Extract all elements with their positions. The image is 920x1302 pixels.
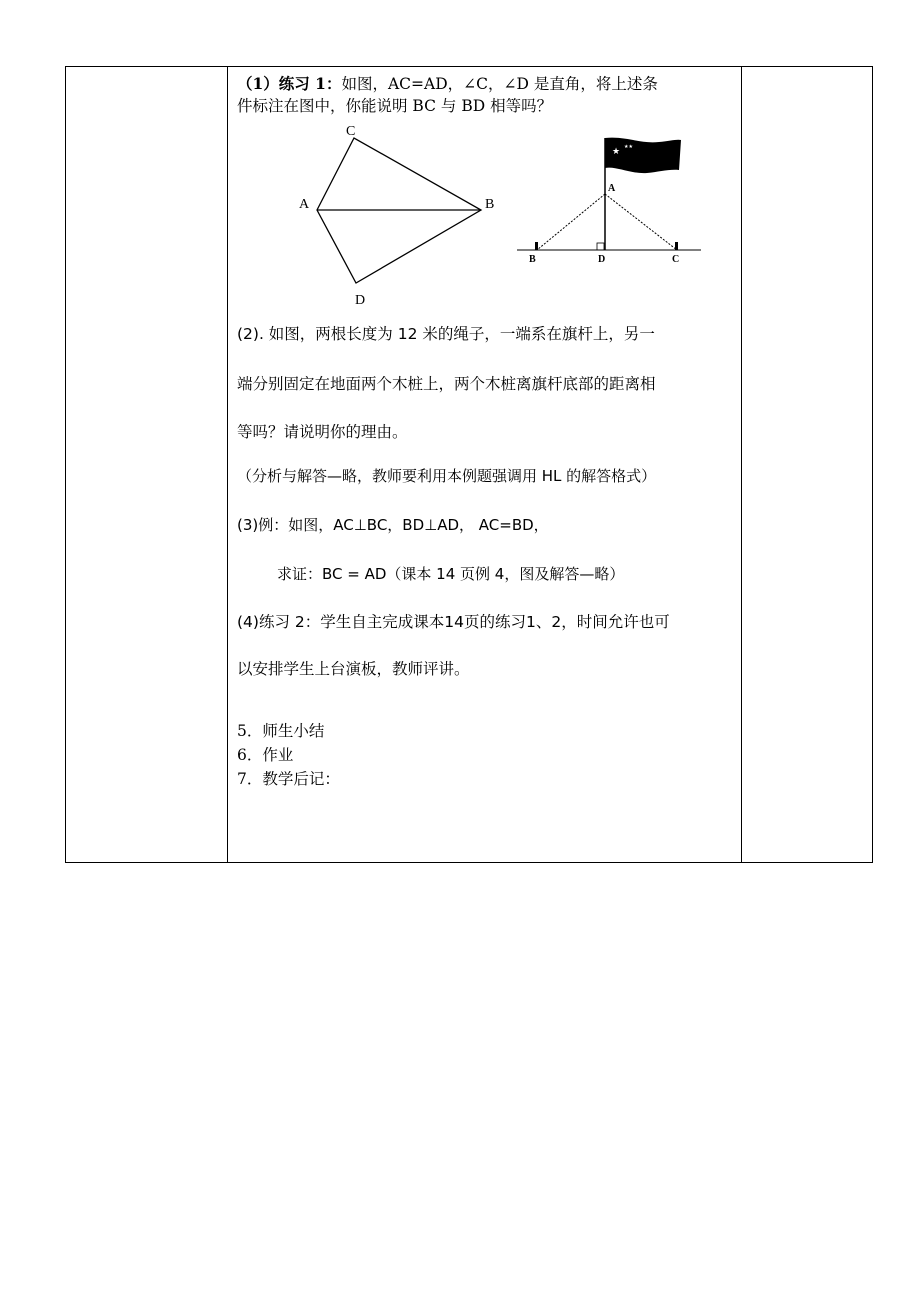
rope-left [537, 194, 605, 250]
summary-item: 5．师生小结 [237, 722, 325, 740]
flag-point-a-label: A [608, 183, 616, 194]
rope-right [605, 194, 677, 250]
item2-line1: (2). 如图，两根长度为 12 米的绳子，一端系在旗杆上，另一 [237, 325, 655, 343]
column-divider-left [227, 67, 228, 862]
exercise1-label: （1）练习 1： [237, 74, 342, 93]
flag-star-icon: ★ [612, 146, 621, 156]
flag-small-star-icon: ★★ [624, 145, 633, 150]
item3-line1: (3)例：如图，AC⊥BC，BD⊥AD， AC=BD， [237, 516, 549, 534]
item2-line3: 等吗？请说明你的理由。 [237, 423, 408, 441]
homework-item: 6．作业 [237, 746, 294, 764]
right-angle-mark [597, 243, 604, 250]
flag-point-d-label: D [598, 254, 606, 265]
afterword-item: 7．教学后记： [237, 770, 340, 788]
item4-line2: 以安排学生上台演板，教师评讲。 [237, 660, 470, 678]
column-divider-right [741, 67, 742, 862]
item2-line2: 端分别固定在地面两个木桩上，两个木桩离旗杆底部的距离相 [237, 375, 656, 393]
stake-right [675, 242, 678, 250]
exercise1-line2: 件标注在图中，你能说明 BC 与 BD 相等吗？ [237, 97, 553, 115]
flag-point-c-label: C [672, 254, 680, 265]
exercise1-text1: 如图，AC=AD，∠C，∠D 是直角，将上述条 [341, 75, 658, 93]
item4-line1: (4)练习 2：学生自主完成课本14页的练习1、2，时间允许也可 [237, 613, 670, 631]
point-b-label: B [485, 197, 495, 212]
flag-point-b-label: B [529, 254, 536, 265]
item3-line2: 求证：BC = AD（课本 14 页例 4，图及解答—略） [277, 565, 625, 583]
point-d-label: D [355, 293, 366, 308]
stake-left [535, 242, 538, 250]
quadrilateral-figure [297, 118, 517, 308]
analysis-note: （分析与解答—略，教师要利用本例题强调用 HL 的解答格式） [237, 467, 657, 485]
point-a-label: A [299, 197, 310, 212]
exercise1-line1 [237, 72, 658, 94]
point-c-label: C [346, 124, 356, 139]
flagpole-figure [509, 136, 709, 266]
